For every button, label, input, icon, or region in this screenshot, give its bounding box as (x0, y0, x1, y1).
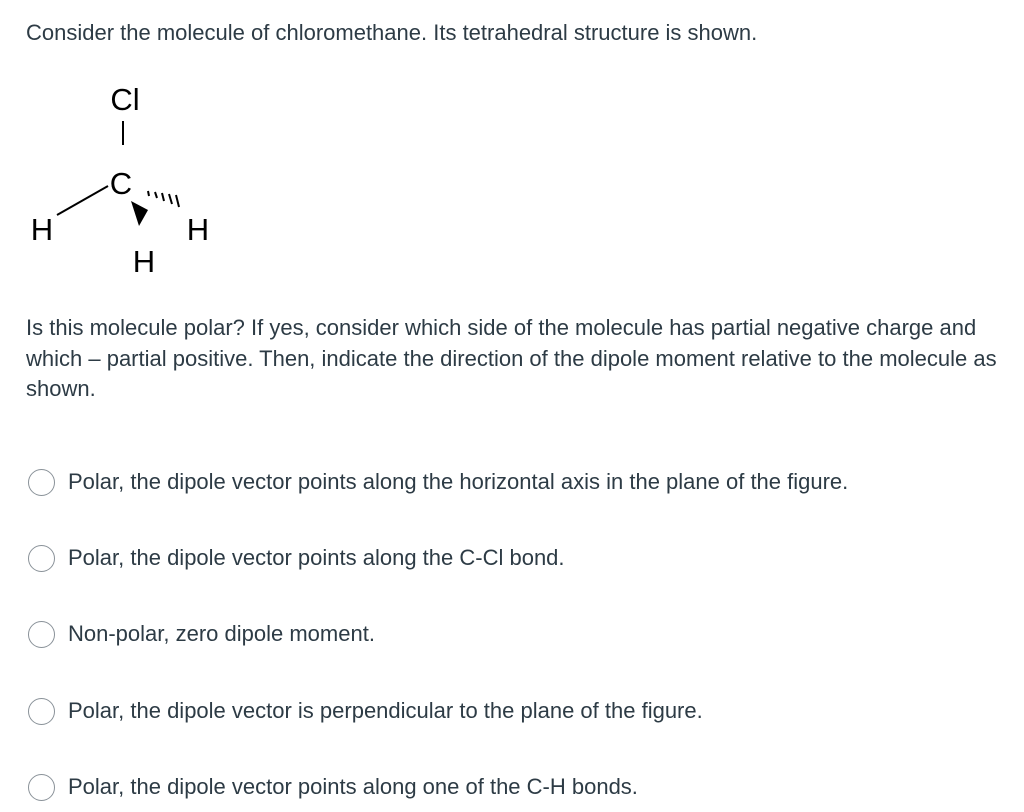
question-intro: Consider the molecule of chloromethane. Its tetrahedral structure is shown. (26, 20, 758, 45)
option-label: Non-polar, zero dipole moment. (68, 621, 375, 646)
atom-h-right-label: H (186, 212, 210, 247)
atom-h-left-label: H (30, 212, 54, 247)
atom-h-bottom-label: H (132, 244, 156, 279)
radio-button[interactable] (28, 545, 55, 572)
answer-option-horizontal-axis[interactable] (28, 464, 848, 500)
option-label: Polar, the dipole vector is perpendicular to the plane of the figure. (68, 698, 703, 723)
answer-option-perpendicular[interactable] (28, 693, 703, 729)
option-label: Polar, the dipole vector points along one of the C-H bonds. (68, 774, 638, 799)
atom-c-label: C (109, 166, 133, 201)
bond-c-h-bottom-wedge (131, 201, 148, 226)
radio-button[interactable] (28, 698, 55, 725)
radio-button[interactable] (28, 774, 55, 801)
radio-button[interactable] (28, 469, 55, 496)
answer-option-c-cl-bond[interactable] (28, 540, 565, 576)
answer-option-non-polar[interactable] (28, 616, 375, 652)
option-label: Polar, the dipole vector points along the C-Cl bond. (68, 545, 565, 570)
chloromethane-structure (24, 76, 224, 286)
radio-button[interactable] (28, 621, 55, 648)
question-text: Is this molecule polar? If yes, consider which side of the molecule has partial negative charge and which – partial positive. Then, indicate the direction of the dipole moment relative to the molecule as shown. (26, 315, 997, 401)
bond-c-h-right-hashed (148, 191, 179, 207)
answer-option-c-h-bond[interactable] (28, 769, 638, 805)
bond-c-h-left (57, 186, 108, 215)
option-label: Polar, the dipole vector points along the horizontal axis in the plane of the figure. (68, 469, 849, 494)
atom-cl-label: Cl (110, 82, 140, 117)
